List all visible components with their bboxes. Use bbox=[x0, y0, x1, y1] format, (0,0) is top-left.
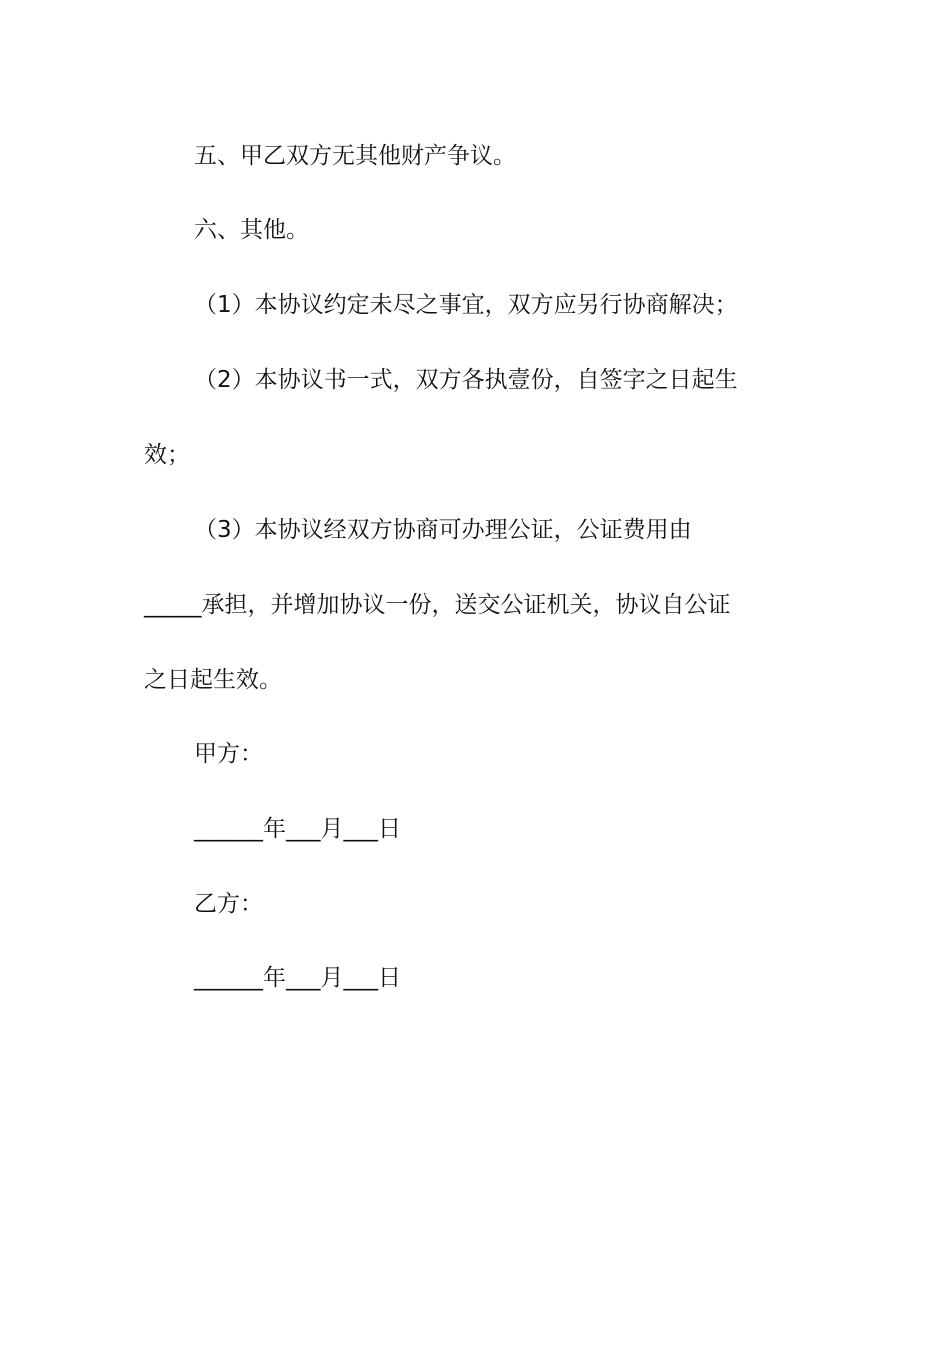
clause-6-item-3: （3）本协议经双方协商可办理公证，公证费用由 bbox=[194, 517, 692, 543]
clause-6-item-3-cont: _____承担，并增加协议一份，送交公证机关，协议自公证 bbox=[144, 592, 731, 618]
clause-6-item-1: （1）本协议约定未尽之事宜，双方应另行协商解决； bbox=[194, 292, 738, 318]
party-b-label: 乙方： bbox=[194, 891, 263, 917]
party-a-date: ______年___月___日 bbox=[194, 816, 401, 842]
clause-6-item-2-cont: 效； bbox=[144, 442, 190, 468]
party-b-date: ______年___月___日 bbox=[194, 965, 401, 991]
clause-5: 五、甲乙双方无其他财产争议。 bbox=[194, 143, 516, 169]
clause-6-item-3-cont-2: 之日起生效。 bbox=[144, 667, 282, 693]
party-a-label: 甲方： bbox=[194, 741, 263, 767]
clause-6-item-2: （2）本协议书一式，双方各执壹份，自签字之日起生 bbox=[194, 367, 738, 393]
clause-6-heading: 六、其他。 bbox=[194, 217, 309, 243]
